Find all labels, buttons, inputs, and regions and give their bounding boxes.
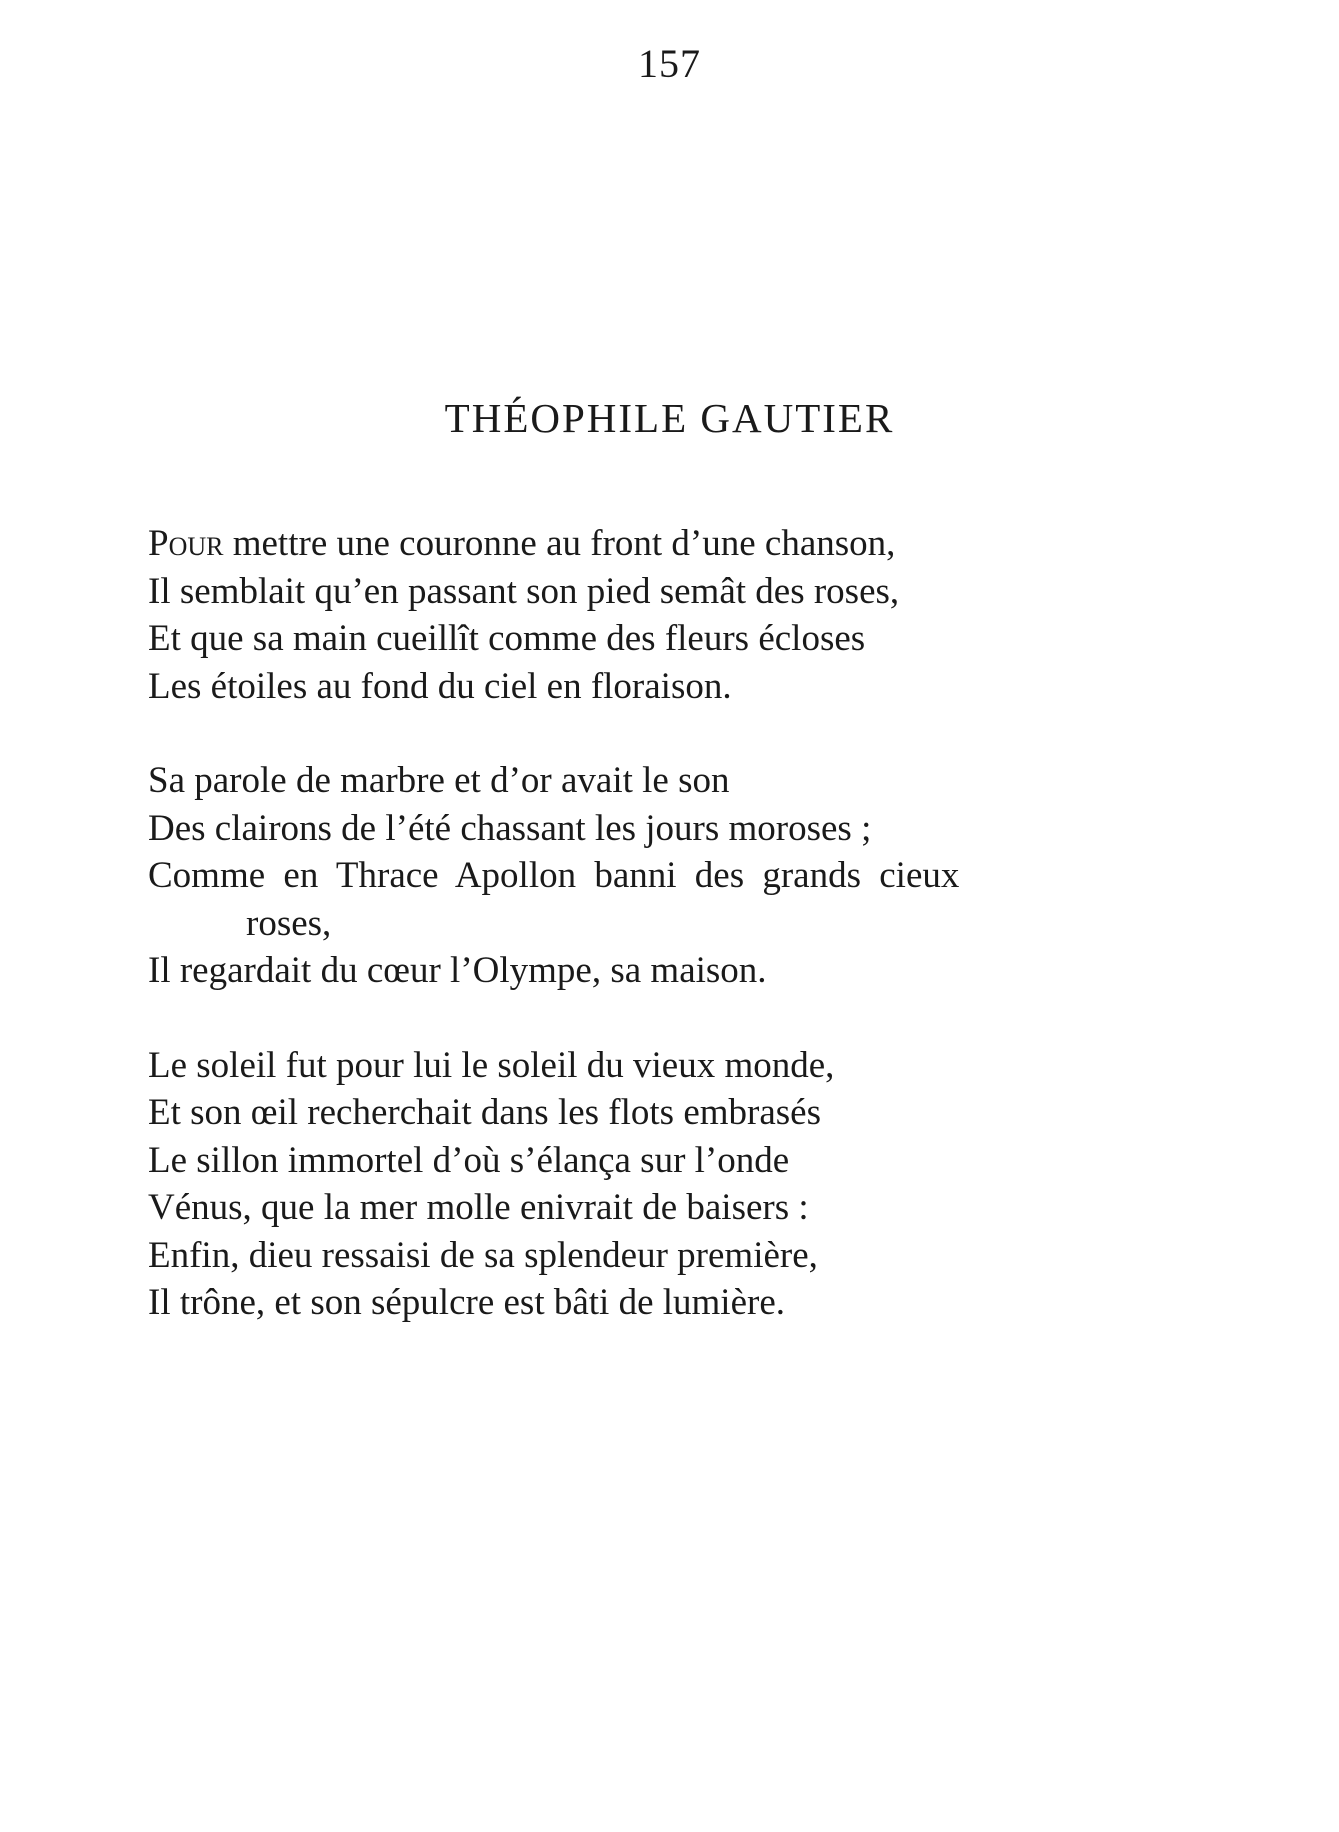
drop-word: Pour — [148, 523, 224, 564]
poem-line: Il trône, et son sépulcre est bâti de lumière. — [148, 1282, 786, 1323]
poem-line: Il regardait du cœur l’Olympe, sa maison. — [148, 950, 767, 991]
poem-title: THÉOPHILE GAUTIER — [444, 395, 895, 441]
poem-line: Il semblait qu’en passant son pied semât des roses, — [148, 570, 900, 612]
stanza-3 — [148, 1042, 1208, 1327]
poem-line: Et que sa main cueillît comme des fleurs écloses — [148, 618, 866, 659]
poem-line: Vénus, que la mer molle enivrait de baisers : — [148, 1187, 809, 1228]
poem-line: Les étoiles au fond du ciel en floraison. — [148, 665, 732, 707]
line-text: mettre une couronne au front d’une chanson, — [223, 523, 896, 564]
stanza-2 — [148, 757, 1208, 995]
poem-line — [148, 520, 1208, 568]
poem-line: Et son œil recherchait dans les flots embrasés — [148, 1092, 821, 1133]
poem-line: Le soleil fut pour lui le soleil du vieux monde, — [148, 1044, 835, 1086]
stanza-1 — [148, 520, 1208, 710]
poem-line: Le sillon immortel d’où s’élança sur l’onde — [148, 1139, 790, 1181]
poem-body — [148, 520, 1208, 1374]
poem-line: Comme en Thrace Apollon banni des grands cieux — [148, 855, 960, 896]
page-number: 157 — [638, 41, 701, 86]
poem-line: Sa parole de marbre et d’or avait le son — [148, 760, 730, 801]
poem-line: Enfin, dieu ressaisi de sa splendeur première, — [148, 1234, 818, 1276]
poem-line: Des clairons de l’été chassant les jours moroses ; — [148, 807, 872, 849]
poem-line-continuation: roses, — [246, 902, 332, 944]
